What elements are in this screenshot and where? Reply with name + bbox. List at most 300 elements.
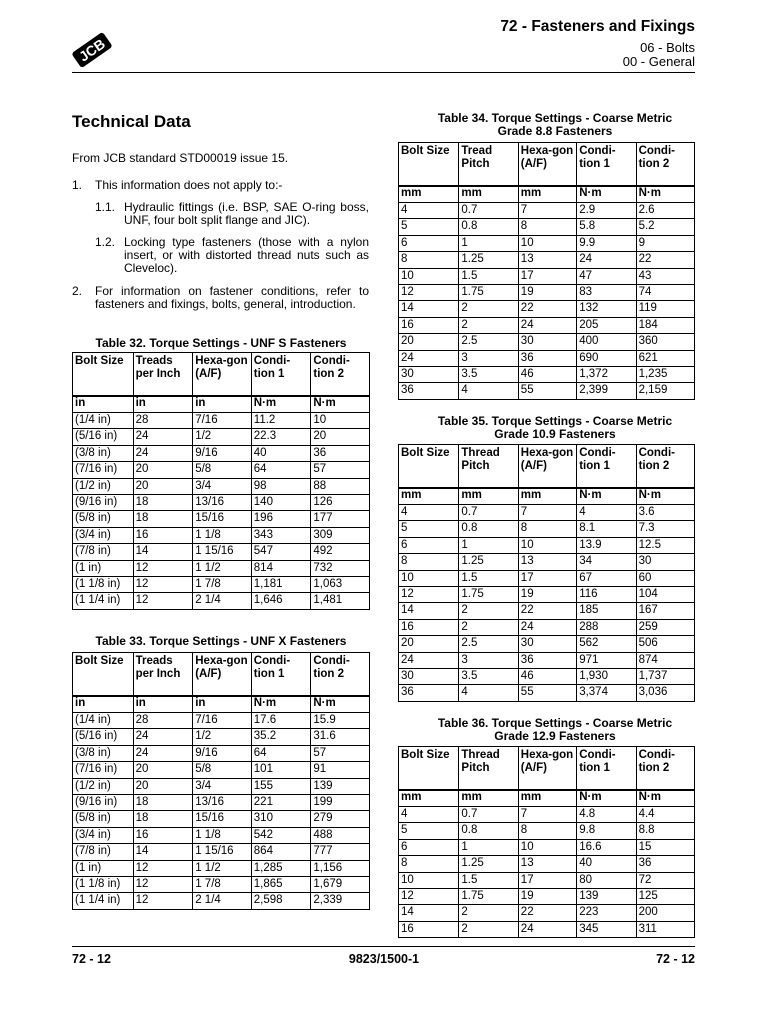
table-cell: 30 [518, 334, 576, 350]
table-cell: 13 [518, 554, 576, 570]
table-cell: 1.75 [459, 586, 518, 602]
unit-cell: in [133, 696, 193, 713]
table-cell: 98 [251, 478, 311, 494]
column-header: Bolt Size [73, 353, 134, 397]
table-cell: (3/8 in) [73, 745, 134, 761]
table-cell: (7/16 in) [73, 762, 134, 778]
table-cell: 3/4 [193, 478, 252, 494]
table-cell: 4 [399, 807, 459, 823]
page-number-left: 72 - 12 [72, 952, 111, 966]
table-cell: 36 [636, 856, 694, 872]
table-row [73, 762, 370, 778]
table-row [399, 235, 695, 251]
table-cell: 30 [636, 554, 694, 570]
table-cell: 12 [133, 576, 193, 592]
table-cell: 7 [518, 807, 576, 823]
table-cell: 18 [133, 811, 193, 827]
unit-cell: in [73, 396, 134, 413]
unit-cell: mm [518, 488, 576, 505]
table-cell: 12 [399, 284, 459, 300]
table-row [399, 823, 695, 839]
table-cell: 15 [636, 839, 694, 855]
column-header: Bolt Size [73, 653, 134, 697]
table-cell: 14 [399, 301, 459, 317]
table-cell: 20 [399, 636, 459, 652]
table-cell: 1 15/16 [193, 544, 252, 560]
table-caption: Table 32. Torque Settings - UNF S Fasteners [95, 336, 347, 350]
column-header: Treads per Inch [133, 353, 193, 397]
document-number: 9823/1500-1 [348, 952, 420, 966]
table-cell: 36 [399, 383, 459, 399]
table-cell: 5/8 [193, 462, 252, 478]
table-cell: 72 [636, 872, 694, 888]
unit-cell: N·m [636, 186, 694, 203]
table-cell: 221 [251, 794, 311, 810]
table-cell: 57 [311, 745, 370, 761]
table-cell: 16 [399, 921, 459, 937]
table-cell: 177 [311, 511, 370, 527]
table-row [399, 383, 695, 399]
table-cell: 10 [399, 872, 459, 888]
table-cell: 7/16 [193, 713, 252, 729]
table-cell: 16 [399, 619, 459, 635]
table-cell: 5/8 [193, 762, 252, 778]
table-cell: 24 [133, 729, 193, 745]
table-cell: 2 1/4 [193, 593, 252, 609]
table-cell: 345 [577, 921, 636, 937]
table-cell: 1,930 [577, 668, 636, 684]
table-cell: 43 [636, 268, 694, 284]
table-cell: 20 [133, 462, 193, 478]
table-row [399, 366, 695, 382]
table-cell: 874 [636, 652, 694, 668]
table-row [73, 745, 370, 761]
table-cell: 732 [311, 560, 370, 576]
table-cell: (3/4 in) [73, 827, 134, 843]
table-cell: 36 [399, 685, 459, 701]
table-cell: 13/16 [193, 494, 252, 510]
unit-cell: mm [459, 488, 518, 505]
table-cell: (5/16 in) [73, 729, 134, 745]
table-cell: 15/16 [193, 511, 252, 527]
table-cell: 22 [636, 252, 694, 268]
table-row [399, 586, 695, 602]
table-cell: 126 [311, 494, 370, 510]
table-cell: 1/2 [193, 729, 252, 745]
table-cell: 12 [133, 593, 193, 609]
table-cell: 24 [518, 317, 576, 333]
table-cell: (1/2 in) [73, 478, 134, 494]
list-item: Locking type fasteners (those with a nylon insert, or with distorted thread nuts such as Cleveloc). [124, 235, 369, 275]
table-cell: 3 [459, 350, 518, 366]
table-cell: 343 [251, 527, 311, 543]
table-cell: 140 [251, 494, 311, 510]
table-cell: (3/4 in) [73, 527, 134, 543]
table-cell: 4 [399, 203, 459, 219]
unit-cell: N·m [311, 396, 370, 413]
table-cell: 16 [133, 827, 193, 843]
table-cell: 19 [518, 586, 576, 602]
table-cell: (1 1/8 in) [73, 876, 134, 892]
table-cell: (7/8 in) [73, 844, 134, 860]
table-cell: 91 [311, 762, 370, 778]
table-cell: 5 [399, 521, 459, 537]
section-title: Technical Data [72, 112, 191, 131]
list-number: 1. [72, 178, 83, 192]
table-cell: 2.9 [577, 203, 636, 219]
table-cell: 814 [251, 560, 311, 576]
table-row [73, 544, 370, 560]
table-cell: 19 [518, 888, 576, 904]
table-cell: 5 [399, 219, 459, 235]
table-cell: 1 1/8 [193, 827, 252, 843]
table-row [399, 603, 695, 619]
table-cell: 1,481 [311, 593, 370, 609]
table-cell: 13.9 [577, 537, 636, 553]
table-cell: 24 [518, 619, 576, 635]
table-cell: 14 [133, 844, 193, 860]
unit-cell: N·m [577, 790, 636, 807]
unit-cell: mm [399, 488, 459, 505]
table-cell: 16 [133, 527, 193, 543]
table-cell: 5.8 [577, 219, 636, 235]
table-cell: 12 [133, 876, 193, 892]
table-row [399, 668, 695, 684]
table-cell: 1,235 [636, 366, 694, 382]
table-row [399, 685, 695, 701]
table-cell: 8 [518, 219, 576, 235]
table-cell: 12 [133, 860, 193, 876]
table-cell: 11.2 [251, 413, 311, 429]
table-row [73, 576, 370, 592]
table-cell: 5 [399, 823, 459, 839]
table-row [73, 478, 370, 494]
table-cell: 1,181 [251, 576, 311, 592]
unit-cell: N·m [577, 186, 636, 203]
table-cell: 4 [459, 685, 518, 701]
table-cell: 4 [399, 505, 459, 521]
list-number: 2. [72, 284, 83, 298]
unit-cell: N·m [251, 696, 311, 713]
table-cell: 4 [459, 383, 518, 399]
table-cell: 6 [399, 235, 459, 251]
table-cell: 10 [518, 235, 576, 251]
unit-cell: mm [459, 790, 518, 807]
table-row [73, 511, 370, 527]
table-cell: 2.5 [459, 636, 518, 652]
table-cell: 8.8 [636, 823, 694, 839]
table-header-row [73, 653, 370, 697]
column-header: Condi-​tion 1 [251, 653, 311, 697]
table-caption: Table 33. Torque Settings - UNF X Fasteners [95, 634, 347, 648]
table-cell: (7/16 in) [73, 462, 134, 478]
table-cell: 1.75 [459, 284, 518, 300]
table-cell: 2,399 [577, 383, 636, 399]
units-row [73, 696, 370, 713]
table-row [399, 839, 695, 855]
table-cell: 1.5 [459, 570, 518, 586]
table-cell: 0.8 [459, 521, 518, 537]
table-cell: 7/16 [193, 413, 252, 429]
torque-table-grade-10-9 [398, 444, 695, 702]
table-row [73, 593, 370, 609]
table-cell: (1/4 in) [73, 713, 134, 729]
table-cell: 24 [577, 252, 636, 268]
table-cell: 12 [399, 586, 459, 602]
column-header: Hexa-​gon (A/F) [193, 353, 252, 397]
table-cell: 10 [311, 413, 370, 429]
table-cell: 40 [251, 445, 311, 461]
table-row [73, 778, 370, 794]
table-cell: 1 15/16 [193, 844, 252, 860]
table-cell: 1,063 [311, 576, 370, 592]
table-cell: 1.25 [459, 856, 518, 872]
table-cell: 360 [636, 334, 694, 350]
table-cell: (9/16 in) [73, 794, 134, 810]
table-cell: 200 [636, 905, 694, 921]
torque-table-unf-x [72, 652, 370, 910]
table-cell: 0.8 [459, 823, 518, 839]
table-cell: 0.7 [459, 505, 518, 521]
table-cell: 1,285 [251, 860, 311, 876]
column-header: Treads per Inch [133, 653, 193, 697]
table-cell: 13 [518, 856, 576, 872]
table-cell: 2 [459, 619, 518, 635]
table-cell: 24 [399, 652, 459, 668]
unit-cell: in [193, 696, 252, 713]
table-cell: 2,598 [251, 893, 311, 909]
table-cell: 2.6 [636, 203, 694, 219]
table-row [73, 811, 370, 827]
unit-cell: mm [399, 186, 459, 203]
table-cell: 12 [133, 560, 193, 576]
units-row [399, 790, 695, 807]
table-row [73, 713, 370, 729]
table-cell: 10 [518, 839, 576, 855]
table-cell: 132 [577, 301, 636, 317]
svg-text:JCB: JCB [75, 35, 109, 65]
table-cell: 1/2 [193, 429, 252, 445]
table-cell: 1 7/8 [193, 876, 252, 892]
torque-table-grade-12-9 [398, 746, 695, 938]
table-cell: 0.7 [459, 203, 518, 219]
table-caption: Table 36. Torque Settings - Coarse Metric Grade 12.9 Fasteners [437, 716, 673, 743]
table-cell: 88 [311, 478, 370, 494]
column-header: Thread Pitch [459, 747, 518, 791]
table-cell: 8 [399, 554, 459, 570]
table-cell: 36 [518, 350, 576, 366]
table-row [399, 537, 695, 553]
table-cell: 18 [133, 494, 193, 510]
torque-table-grade-8-8 [398, 142, 695, 400]
table-cell: 13/16 [193, 794, 252, 810]
table-cell: 8 [518, 521, 576, 537]
table-cell: 3.5 [459, 668, 518, 684]
table-row [399, 872, 695, 888]
table-cell: 17 [518, 872, 576, 888]
table-cell: 167 [636, 603, 694, 619]
jcb-logo [72, 30, 112, 70]
table-cell: 64 [251, 745, 311, 761]
unit-cell: N·m [311, 696, 370, 713]
unit-cell: N·m [577, 488, 636, 505]
table-cell: 7 [518, 505, 576, 521]
table-cell: 17 [518, 268, 576, 284]
table-cell: 971 [577, 652, 636, 668]
table-cell: 55 [518, 685, 576, 701]
column-header: Condi-​tion 1 [251, 353, 311, 397]
column-header: Hexa-​gon (A/F) [193, 653, 252, 697]
unit-cell: in [133, 396, 193, 413]
table-caption: Table 35. Torque Settings - Coarse Metric Grade 10.9 Fasteners [437, 414, 673, 441]
table-cell: 20 [399, 334, 459, 350]
table-header-row [73, 353, 370, 397]
table-cell: 196 [251, 511, 311, 527]
table-cell: 3 [459, 652, 518, 668]
table-cell: 20 [133, 762, 193, 778]
table-row [399, 652, 695, 668]
table-cell: 15/16 [193, 811, 252, 827]
table-cell: 1,156 [311, 860, 370, 876]
table-cell: 1 1/8 [193, 527, 252, 543]
table-cell: 1 7/8 [193, 576, 252, 592]
table-row [73, 893, 370, 909]
table-cell: 279 [311, 811, 370, 827]
table-row [399, 505, 695, 521]
table-cell: 14 [399, 905, 459, 921]
table-cell: 36 [518, 652, 576, 668]
column-header: Tread Pitch [459, 143, 518, 187]
units-row [399, 186, 695, 203]
table-cell: 542 [251, 827, 311, 843]
table-cell: 400 [577, 334, 636, 350]
table-cell: 1.5 [459, 268, 518, 284]
table-cell: 6 [399, 839, 459, 855]
column-header: Condi-​tion 2 [636, 143, 694, 187]
table-cell: 139 [577, 888, 636, 904]
section-subtitle: 06 - Bolts [640, 40, 695, 55]
table-cell: 30 [399, 366, 459, 382]
table-cell: 2 [459, 317, 518, 333]
column-header: Bolt Size [399, 445, 459, 489]
column-header: Thread Pitch [459, 445, 518, 489]
source-note: From JCB standard STD00019 issue 15. [72, 151, 289, 165]
column-header: Condi-​tion 1 [577, 445, 636, 489]
table-cell: 562 [577, 636, 636, 652]
table-row [399, 619, 695, 635]
list-number: 1.1. [95, 200, 116, 214]
list-number: 1.2. [95, 235, 116, 249]
units-row [73, 396, 370, 413]
table-cell: 3.6 [636, 505, 694, 521]
table-row [399, 317, 695, 333]
table-cell: 24 [518, 921, 576, 937]
unit-cell: in [193, 396, 252, 413]
table-cell: 17 [518, 570, 576, 586]
table-row [73, 413, 370, 429]
table-row [399, 570, 695, 586]
table-cell: 205 [577, 317, 636, 333]
table-cell: 311 [636, 921, 694, 937]
table-cell: 83 [577, 284, 636, 300]
column-header: Condi-​tion 2 [636, 445, 694, 489]
table-row [73, 429, 370, 445]
table-cell: 3.5 [459, 366, 518, 382]
table-cell: 12.5 [636, 537, 694, 553]
table-cell: 9/16 [193, 745, 252, 761]
table-cell: 55 [518, 383, 576, 399]
table-cell: 6 [399, 537, 459, 553]
table-cell: 16 [399, 317, 459, 333]
table-cell: 64 [251, 462, 311, 478]
table-cell: 20 [133, 478, 193, 494]
table-cell: 10 [518, 537, 576, 553]
table-cell: 288 [577, 619, 636, 635]
footer-rule [72, 946, 695, 947]
column-header: Hexa-​gon (A/F) [518, 143, 576, 187]
list-item: For information on fastener conditions, refer to fasteners and fixings, bolts, general, introduction. [95, 284, 369, 311]
table-cell: 621 [636, 350, 694, 366]
table-cell: (1/4 in) [73, 413, 134, 429]
table-row [399, 301, 695, 317]
table-cell: (1 1/4 in) [73, 593, 134, 609]
table-cell: 2,159 [636, 383, 694, 399]
list-item: Hydraulic fittings (i.e. BSP, SAE O-ring boss, UNF, four bolt split flange and JIC). [124, 200, 369, 227]
chapter-title: 72 - Fasteners and Fixings [500, 18, 695, 35]
table-cell: 28 [133, 413, 193, 429]
table-cell: 777 [311, 844, 370, 860]
table-cell: (3/8 in) [73, 445, 134, 461]
table-cell: 22 [518, 301, 576, 317]
table-cell: 139 [311, 778, 370, 794]
table-cell: 9.9 [577, 235, 636, 251]
table-header-row [399, 143, 695, 187]
table-cell: 4 [577, 505, 636, 521]
table-row [399, 856, 695, 872]
unit-cell: N·m [251, 396, 311, 413]
table-cell: 119 [636, 301, 694, 317]
column-header: Hexa-​gon (A/F) [518, 747, 576, 791]
table-cell: 310 [251, 811, 311, 827]
table-cell: 864 [251, 844, 311, 860]
table-cell: 34 [577, 554, 636, 570]
table-cell: 12 [399, 888, 459, 904]
table-cell: 1 [459, 537, 518, 553]
table-cell: 4.4 [636, 807, 694, 823]
table-cell: 20 [311, 429, 370, 445]
unit-cell: mm [459, 186, 518, 203]
table-row [399, 636, 695, 652]
table-cell: 1,679 [311, 876, 370, 892]
table-cell: 14 [133, 544, 193, 560]
table-cell: 0.8 [459, 219, 518, 235]
table-cell: 12 [133, 893, 193, 909]
table-cell: 3,036 [636, 685, 694, 701]
table-row [73, 560, 370, 576]
table-cell: 36 [311, 445, 370, 461]
table-cell: 2 [459, 905, 518, 921]
list-item: This information does not apply to:- [95, 178, 283, 192]
table-cell: 1,865 [251, 876, 311, 892]
table-cell: 1.5 [459, 872, 518, 888]
unit-cell: in [73, 696, 134, 713]
table-cell: 10 [399, 570, 459, 586]
table-row [73, 844, 370, 860]
table-cell: 492 [311, 544, 370, 560]
table-cell: 17.6 [251, 713, 311, 729]
table-row [73, 729, 370, 745]
table-cell: 2 1/4 [193, 893, 252, 909]
